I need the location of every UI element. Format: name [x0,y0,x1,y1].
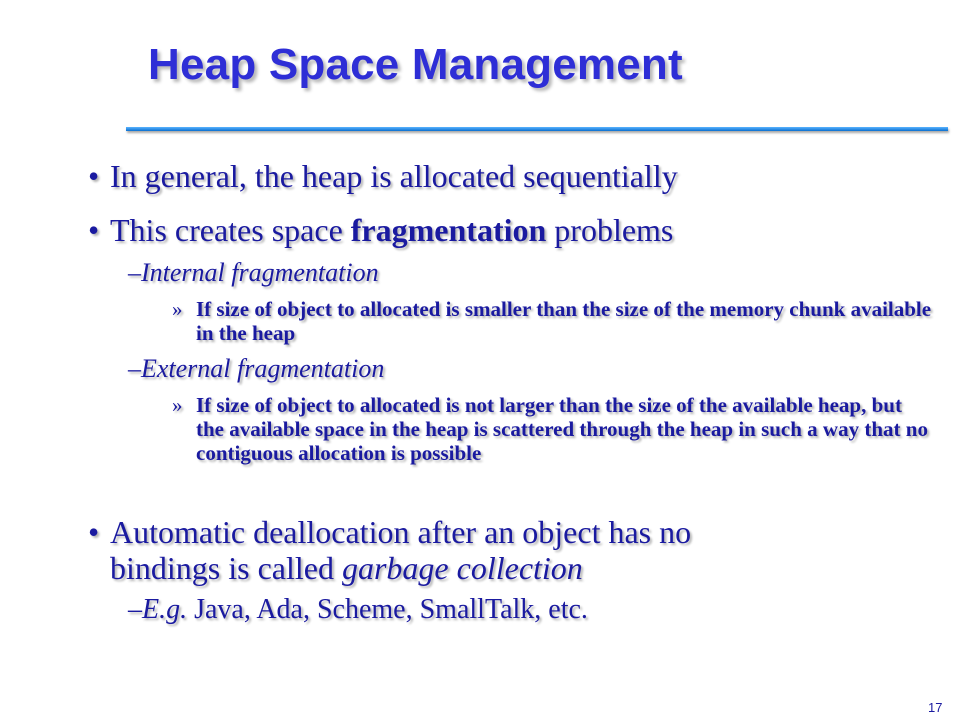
bullet-3-continuation [110,550,583,587]
bullet-3-line-1: Automatic deallocation after an object has no [110,514,692,550]
bullet-2-post: problems [546,212,674,248]
dash-marker: – [128,594,142,625]
bullet-dot: • [88,514,100,550]
bullet-2-pre: This creates space [110,212,351,248]
sub-marker: » [172,297,183,321]
page-number: 17 [928,700,943,715]
detail-external-text: If size of object to allocated is not larger than the size of the available heap, but the available space in the heap is scattered through the heap in such a way that no contiguous allocation is possible [196,393,928,465]
bullet-dot: • [88,212,100,248]
title-underline [126,127,948,131]
slide-title: Heap Space Management [148,40,683,89]
sub-item-internal [128,258,379,288]
sub-item-external [128,354,384,384]
bullet-1-text: In general, the heap is allocated sequentially [110,158,678,194]
bullet-2-text [110,212,673,249]
detail-internal-text: If size of object to allocated is smaller than the size of the memory chunk available in the heap [196,297,932,345]
bullet-2-emphasis: fragmentation [350,212,547,248]
example-text: Java, Ada, Scheme, SmallTalk, etc. [187,594,588,625]
sub-item-example [128,594,588,626]
dash-marker: – [128,258,141,287]
bullet-dot: • [88,158,100,194]
sub-item-external-label: External fragmentation [141,354,385,383]
detail-external [172,393,932,465]
dash-marker: – [128,354,141,383]
bullet-3-emphasis: garbage collection [341,550,583,586]
example-prefix: E.g. [142,594,188,625]
sub-marker: » [172,393,183,417]
detail-internal [172,297,932,345]
bullet-3-line-2-pre: bindings is called [110,550,342,586]
sub-item-internal-label: Internal fragmentation [141,258,379,287]
